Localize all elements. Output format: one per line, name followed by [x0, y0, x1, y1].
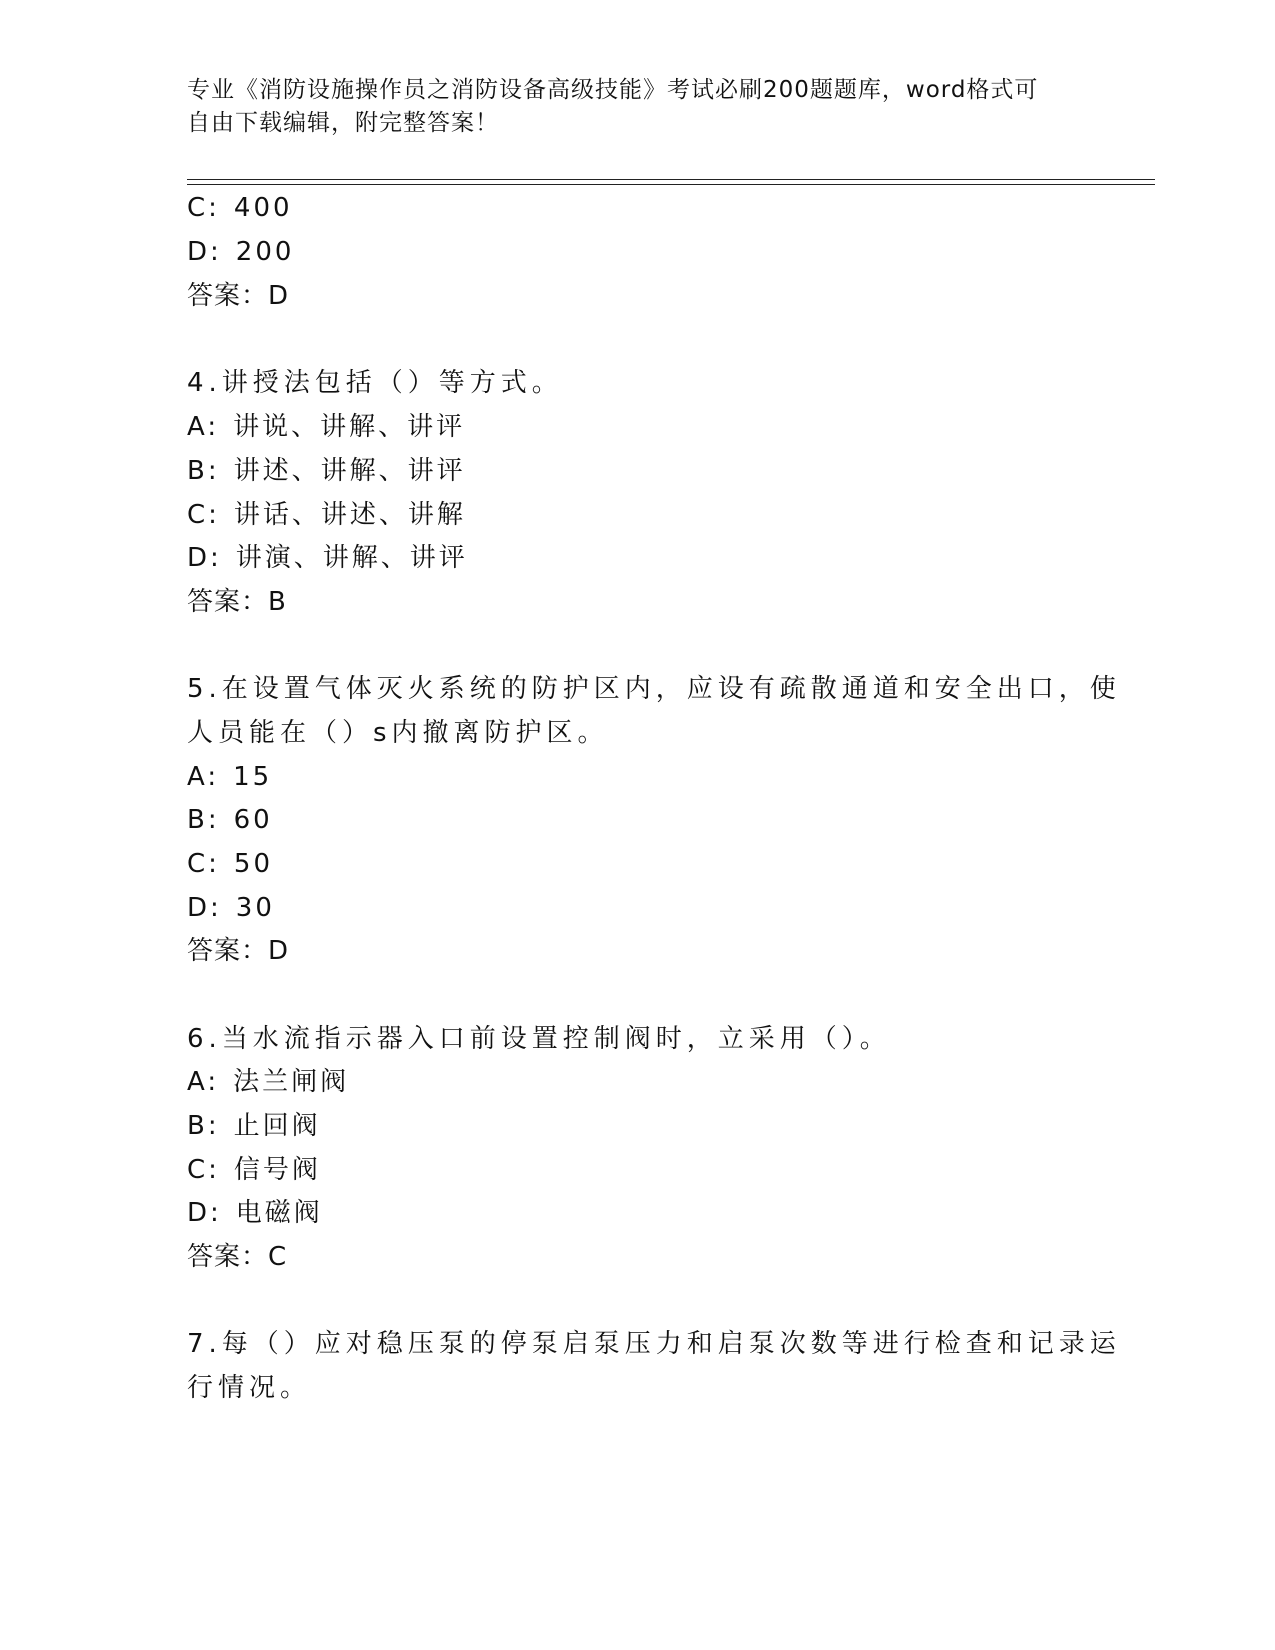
option-text: 法兰闸阀 [233, 1067, 350, 1097]
option-text: 止回阀 [233, 1111, 321, 1141]
option-letter: C: [187, 849, 220, 879]
option-letter: B: [187, 456, 220, 486]
q7-stem-line-2: 行情况。 [187, 1373, 312, 1403]
option-text: 讲演、讲解、讲评 [235, 543, 468, 573]
q4-option-d [187, 543, 468, 573]
q6-option-b [187, 1111, 321, 1141]
header-divider-top [187, 179, 1155, 180]
option-text: 讲述、讲解、讲评 [233, 456, 466, 486]
q5-option-a [187, 762, 272, 792]
q5-answer: 答案：D [187, 936, 290, 966]
option-text: 50 [233, 849, 274, 879]
option-letter: A: [187, 762, 220, 792]
option-text: 200 [235, 237, 295, 267]
q6-answer: 答案：C [187, 1242, 288, 1272]
option-letter: C: [187, 500, 220, 530]
option-text: 60 [233, 805, 273, 835]
q6-stem: 6.当水流指示器入口前设置控制阀时，立采用（）。 [187, 1024, 891, 1054]
header-line-1: 专业《消防设施操作员之消防设备高级技能》考试必刷200题题库，word格式可 [187, 77, 1039, 103]
q4-option-a [187, 412, 465, 442]
q5-option-c [187, 849, 273, 879]
document-header [187, 74, 1067, 140]
option-letter: C: [187, 1155, 220, 1185]
q4-option-b [187, 456, 466, 486]
option-letter: C: [187, 193, 220, 223]
header-line-2: 自由下载编辑，附完整答案！ [187, 110, 499, 136]
q6-option-d [187, 1198, 323, 1228]
option-letter: D: [187, 893, 222, 923]
option-text: 电磁阀 [235, 1198, 323, 1228]
option-letter: B: [187, 1111, 220, 1141]
header-divider-bottom [187, 184, 1155, 185]
option-letter: D: [187, 1198, 222, 1228]
q5-stem-line-2: 人员能在（）s内撤离防护区。 [187, 718, 609, 748]
option-text: 15 [233, 762, 273, 792]
option-letter: A: [187, 1067, 220, 1097]
q3-option-d [187, 237, 294, 267]
q5-option-d [187, 893, 275, 923]
option-letter: B: [187, 805, 220, 835]
option-letter: A: [187, 412, 220, 442]
option-text: 信号阀 [233, 1155, 321, 1185]
q3-option-c [187, 193, 293, 223]
q4-stem: 4.讲授法包括（）等方式。 [187, 368, 563, 398]
option-text: 400 [233, 193, 293, 223]
option-text: 30 [235, 893, 275, 923]
q7-stem-line-1: 7.每（）应对稳压泵的停泵启泵压力和启泵次数等进行检查和记录运 [187, 1329, 1121, 1359]
option-letter: D: [187, 543, 222, 573]
q3-answer: 答案：D [187, 281, 290, 311]
q6-option-c [187, 1155, 321, 1185]
option-letter: D: [187, 237, 222, 267]
q4-answer: 答案：B [187, 587, 287, 617]
option-text: 讲话、讲述、讲解 [233, 500, 466, 530]
option-text: 讲说、讲解、讲评 [233, 412, 466, 442]
q5-option-b [187, 805, 273, 835]
q4-option-c [187, 500, 466, 530]
q5-stem-line-1: 5.在设置气体灭火系统的防护区内，应设有疏散通道和安全出口，使 [187, 674, 1121, 704]
q6-option-a [187, 1067, 349, 1097]
